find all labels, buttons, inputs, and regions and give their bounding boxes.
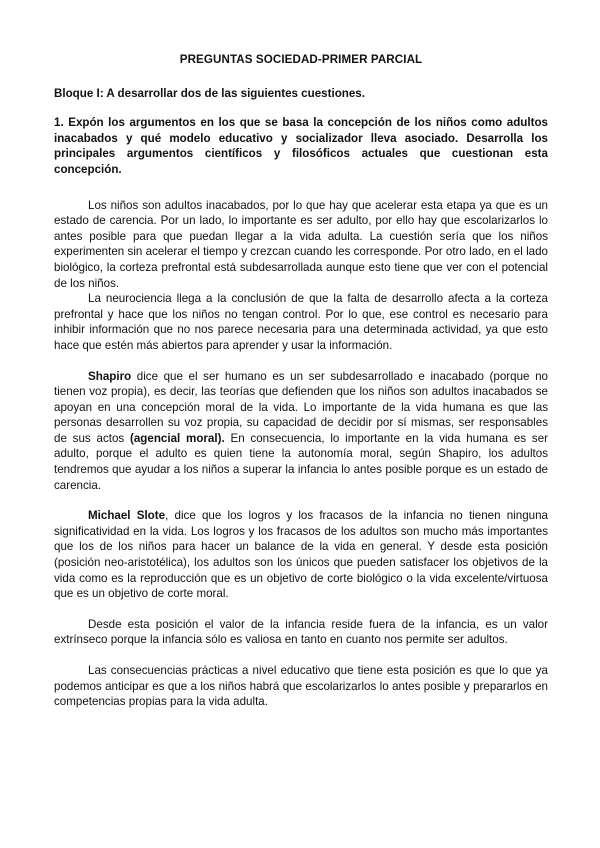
author-name-shapiro: Shapiro xyxy=(88,369,132,383)
paragraph-5: Desde esta posición el valor de la infancia reside fuera de la infancia, es un valor extrínseco porque la infancia sólo es valiosa en tanto en cuanto nos permite ser adultos. xyxy=(54,617,548,647)
paragraph-1: Los niños son adultos inacabados, por lo que hay que acelerar esta etapa ya que es un estado de carencia. Por un lado, lo importante es ser adulto, por ello hay que escolarizarlos lo antes posible para que puedan llegar a la vida adulta. La cuestión sería que los niños experimenten sin acelerar el tiempo y crezcan cuando les corresponde. Por otro lado, en el lado biológico, la corteza prefrontal está subdesarrollada aunque esto tiene que ver con el potencial de los niños. xyxy=(54,198,548,290)
document-title: PREGUNTAS SOCIEDAD-PRIMER PARCIAL xyxy=(179,53,423,66)
question-1: 1. Expón los argumentos en los que se basa la concepción de los niños como adultos inacabados y qué modelo educativo y socializador lleva asociado. Desarrolla los principales argumentos científicos y filosóficos actuales que cuestionan esta concepción. xyxy=(54,116,548,176)
paragraph-slote-text: , dice que los logros y los fracasos de la infancia no tienen ninguna significatividad en la vida. Los logros y los fracasos de los adultos son mucho más importantes que los de los niños para hacer un balance de la vida en general. Y desde esta posición (posición neo-aristotélica), los adultos son los únicos que pueden satisfacer los objetivos de la vida como es la reproducción que es un objetivo de corte biológico o la vida excelente/virtuosa que es un objetivo de corte moral. xyxy=(54,509,548,601)
author-name-slote: Michael Slote xyxy=(88,509,166,523)
paragraph-shapiro-text-b: En consecuencia, lo importante en la vida humana es ser adulto, porque el adulto es quien tiene la autonomía moral, según Shapiro, los adultos tendremos que ayudar a los niños a superar la infancia lo antes posible porque es un estado de carencia. xyxy=(54,431,549,492)
paragraph-6: Las consecuencias prácticas a nivel educativo que tiene esta posición es que lo que ya podemos anticipar es que a los niños habrá que escolarizarlos lo antes posible y prepararlos en competencias propias para la vida adulta. xyxy=(54,664,548,709)
paragraph-2: La neurociencia llega a la conclusión de que la falta de desarrollo afecta a la corteza prefrontal y hace que los niños no tengan control. Por lo que, ese control es necesario para inhibir información que no nos parece necesaria para una determinada actividad, ya que esto hace que estén más abiertos para aprender y usar la información. xyxy=(54,292,548,352)
paragraph-shapiro xyxy=(54,369,548,494)
block-heading: Bloque I: A desarrollar dos de las siguientes cuestiones. xyxy=(54,86,365,100)
agencial-moral-term: (agencial moral). xyxy=(129,431,225,445)
paragraph-slote xyxy=(54,508,548,602)
paragraph-shapiro-text-a: dice que el ser humano es un ser subdesarrollado e inacabado (porque no tienen voz propia), es decir, las teorías que defienden que los niños son adultos inacabados se apoyan en una concepción moral de la vida. Lo importante de la vida humana es que las personas desarrollen su voz propia, su capacidad de decidir por sí mismas, ser responsables de sus actos xyxy=(54,369,548,445)
